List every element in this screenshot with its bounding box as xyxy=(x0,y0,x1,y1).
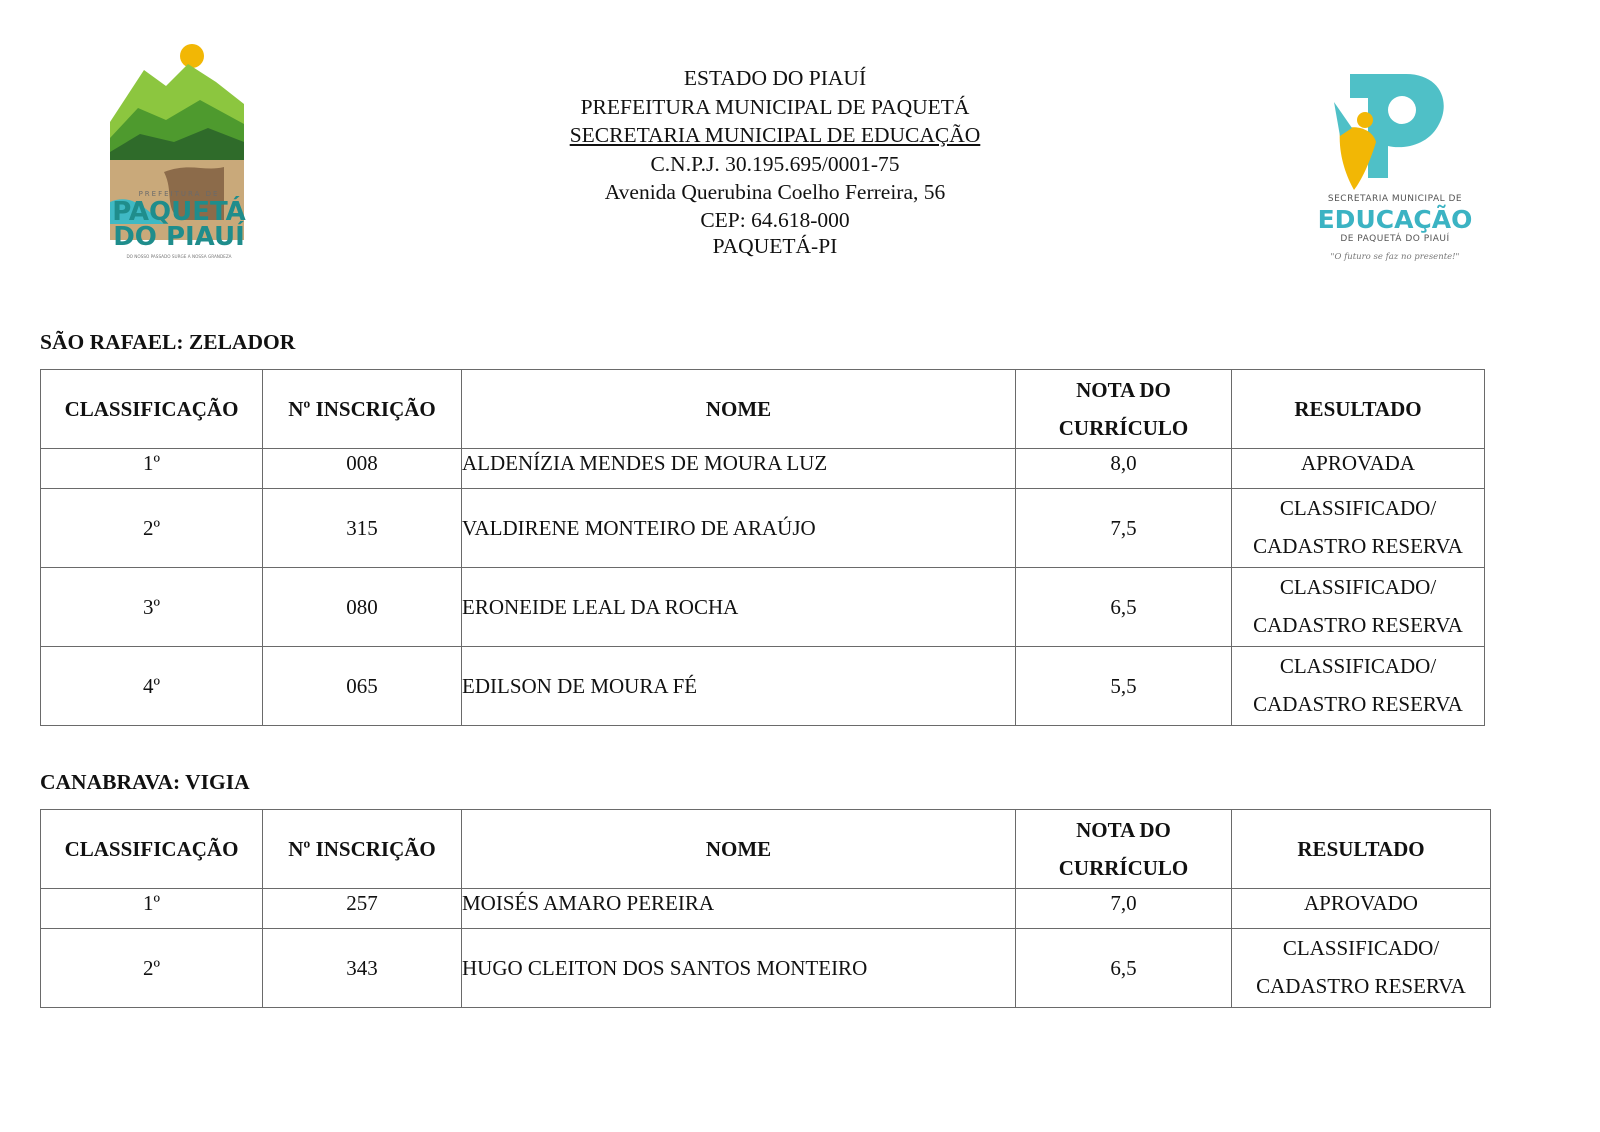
header-score xyxy=(1016,810,1232,889)
table-row xyxy=(41,929,1491,1008)
rank-cell: 2º xyxy=(41,489,263,568)
page-header xyxy=(0,0,1600,300)
prefeitura-paqueta-logo xyxy=(104,42,254,267)
result-cell xyxy=(1232,889,1491,929)
result-line1: CLASSIFICADO/ xyxy=(1282,936,1440,960)
result-cell xyxy=(1232,568,1485,647)
rank-cell: 2º xyxy=(41,929,263,1008)
score-cell: 6,5 xyxy=(1016,568,1232,647)
header-name: NOME xyxy=(462,810,1016,889)
letterhead-cep: CEP: 64.618-000 xyxy=(700,207,850,232)
registration-cell: 315 xyxy=(263,489,462,568)
registration-cell: 343 xyxy=(263,929,462,1008)
figure-head-icon xyxy=(1357,112,1373,128)
name-cell: ALDENÍZIA MENDES DE MOURA LUZ xyxy=(462,449,1016,489)
table-row xyxy=(41,568,1485,647)
registration-cell: 257 xyxy=(263,889,462,929)
header-score-line2: CURRÍCULO xyxy=(1058,856,1189,880)
result-line2: CADASTRO RESERVA xyxy=(1253,692,1463,716)
name-cell: EDILSON DE MOURA FÉ xyxy=(462,647,1016,726)
table-row xyxy=(41,449,1485,489)
letterhead xyxy=(480,64,1070,259)
header-result: RESULTADO xyxy=(1232,370,1485,449)
name-cell: VALDIRENE MONTEIRO DE ARAÚJO xyxy=(462,489,1016,568)
result-cell xyxy=(1232,929,1491,1008)
logo-left-line3: DO PIAUÍ xyxy=(113,222,245,252)
logo-left-line1: PREFEITURA DE xyxy=(138,190,220,198)
result-line2: CADASTRO RESERVA xyxy=(1253,534,1463,558)
rank-cell: 3º xyxy=(41,568,263,647)
secretaria-educacao-logo xyxy=(1310,58,1480,273)
result-line1: CLASSIFICADO/ xyxy=(1279,654,1437,678)
table-header-row xyxy=(41,370,1485,449)
logo-right-line1: SECRETARIA MUNICIPAL DE xyxy=(1327,194,1463,204)
registration-cell: 008 xyxy=(263,449,462,489)
name-cell: ERONEIDE LEAL DA ROCHA xyxy=(462,568,1016,647)
table-row xyxy=(41,647,1485,726)
logo-right-line3: DE PAQUETÁ DO PIAUÍ xyxy=(1340,234,1450,244)
name-cell: MOISÉS AMARO PEREIRA xyxy=(462,889,1016,929)
result-line2: CADASTRO RESERVA xyxy=(1256,974,1466,998)
letterhead-cnpj: C.N.P.J. 30.195.695/0001-75 xyxy=(650,151,900,176)
header-registration: Nº INSCRIÇÃO xyxy=(263,810,462,889)
letterhead-city: PAQUETÁ-PI xyxy=(712,233,838,258)
header-name: NOME xyxy=(462,370,1016,449)
header-result: RESULTADO xyxy=(1232,810,1491,889)
score-cell: 5,5 xyxy=(1016,647,1232,726)
header-registration: Nº INSCRIÇÃO xyxy=(263,370,462,449)
result-line1: CLASSIFICADO/ xyxy=(1279,496,1437,520)
score-cell: 8,0 xyxy=(1016,449,1232,489)
sun-icon xyxy=(180,44,204,68)
score-cell: 7,5 xyxy=(1016,489,1232,568)
result-line1: APROVADO xyxy=(1304,891,1418,915)
header-score-line2: CURRÍCULO xyxy=(1058,416,1189,440)
result-line1: CLASSIFICADO/ xyxy=(1279,575,1437,599)
results-table-sao-rafael xyxy=(40,369,1485,726)
section-title-canabrava: CANABRAVA: VIGIA xyxy=(40,770,250,794)
letterhead-state: ESTADO DO PIAUÍ xyxy=(683,66,867,90)
header-score xyxy=(1016,370,1232,449)
results-table-canabrava xyxy=(40,809,1491,1008)
table-row xyxy=(41,489,1485,568)
result-cell xyxy=(1232,647,1485,726)
header-classification: CLASSIFICAÇÃO xyxy=(41,810,263,889)
logo-left-line2: PAQUETÁ xyxy=(112,197,246,227)
score-cell: 7,0 xyxy=(1016,889,1232,929)
letterhead-address: Avenida Querubina Coelho Ferreira, 56 xyxy=(604,180,946,204)
rank-cell: 1º xyxy=(41,889,263,929)
logo-right-line2: EDUCAÇÃO xyxy=(1317,205,1473,234)
table-header-row xyxy=(41,810,1491,889)
header-score-line1: NOTA DO xyxy=(1076,818,1171,842)
registration-cell: 080 xyxy=(263,568,462,647)
rank-cell: 1º xyxy=(41,449,263,489)
table-row xyxy=(41,889,1491,929)
rank-cell: 4º xyxy=(41,647,263,726)
section-title-sao-rafael: SÃO RAFAEL: ZELADOR xyxy=(40,330,296,354)
name-cell: HUGO CLEITON DOS SANTOS MONTEIRO xyxy=(462,929,1016,1008)
letterhead-municipality: PREFEITURA MUNICIPAL DE PAQUETÁ xyxy=(580,94,970,119)
result-line1: APROVADA xyxy=(1301,451,1415,475)
score-cell: 6,5 xyxy=(1016,929,1232,1008)
header-score-line1: NOTA DO xyxy=(1076,378,1171,402)
letterhead-secretariat: SECRETARIA MUNICIPAL DE EDUCAÇÃO xyxy=(569,123,981,147)
registration-cell: 065 xyxy=(263,647,462,726)
logo-left-tagline: DO NOSSO PASSADO SURGE A NOSSA GRANDEZA xyxy=(126,254,232,259)
header-classification: CLASSIFICAÇÃO xyxy=(41,370,263,449)
result-line2: CADASTRO RESERVA xyxy=(1253,613,1463,637)
logo-right-tagline: "O futuro se faz no presente!" xyxy=(1330,252,1460,262)
result-cell xyxy=(1232,489,1485,568)
result-cell xyxy=(1232,449,1485,489)
